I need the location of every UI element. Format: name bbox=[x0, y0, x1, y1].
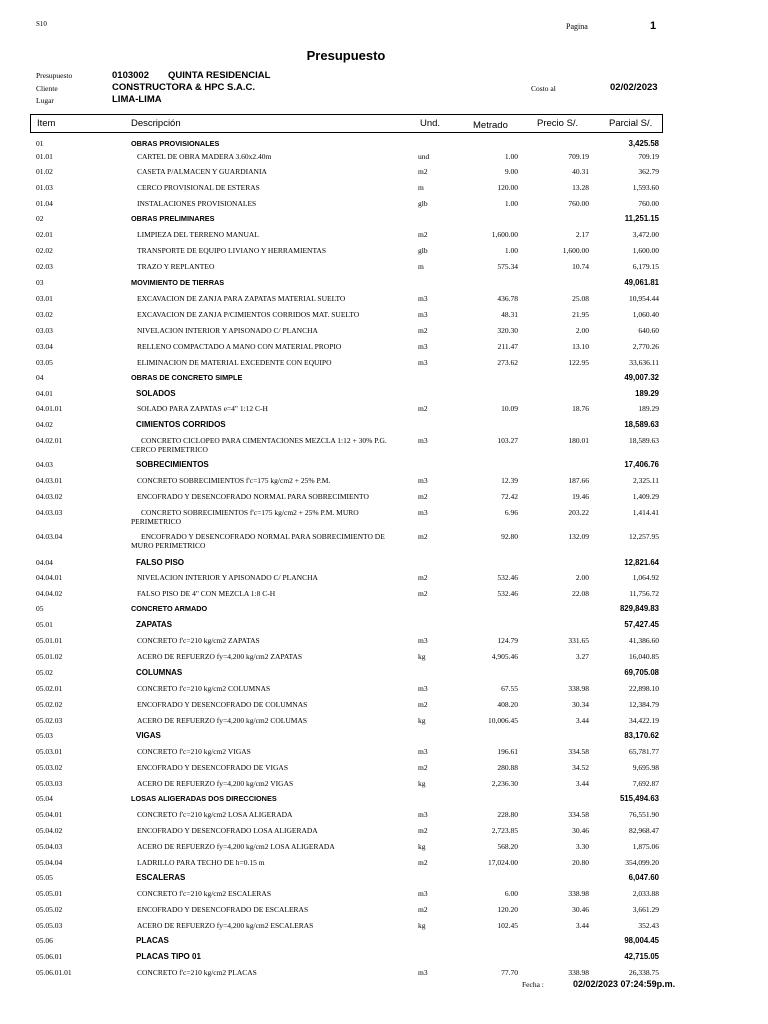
lugar-value: LIMA-LIMA bbox=[112, 94, 162, 105]
report-code: S10 bbox=[36, 20, 47, 28]
item-code: 02.02 bbox=[36, 246, 53, 255]
item-description: COLUMNAS bbox=[136, 668, 183, 677]
item-parcial: 34,422.19 bbox=[629, 716, 659, 725]
item-description: FALSO PISO bbox=[136, 558, 185, 567]
item-precio: 10.74 bbox=[572, 262, 589, 271]
item-parcial: 7,692.87 bbox=[632, 779, 659, 788]
item-metrado: 92.80 bbox=[501, 532, 518, 541]
item-code: 04.03 bbox=[36, 460, 53, 469]
group-total: 83,170.62 bbox=[624, 731, 659, 740]
item-metrado: 6.96 bbox=[504, 508, 518, 517]
item-code: 02.03 bbox=[36, 262, 53, 271]
item-code: 05.05.01 bbox=[36, 889, 63, 898]
item-description: INSTALACIONES PROVISIONALES bbox=[137, 199, 257, 208]
item-code: 05.02.02 bbox=[36, 700, 63, 709]
item-metrado: 102.45 bbox=[497, 921, 518, 930]
item-metrado: 196.61 bbox=[497, 747, 518, 756]
item-description: ENCOFRADO Y DESENCOFRADO DE ESCALERAS bbox=[137, 905, 309, 914]
item-precio: 338.98 bbox=[568, 684, 589, 693]
item-code: 01.04 bbox=[36, 199, 53, 208]
group-total: 18,589.63 bbox=[624, 420, 659, 429]
item-description: CONCRETO SOBRECIMIENTOS f'c=175 kg/cm2 + 25% P.M. MURO PERIMETRICO bbox=[131, 508, 359, 526]
item-code: 05.06 bbox=[36, 936, 53, 945]
item-unit: m3 bbox=[418, 889, 428, 898]
item-metrado: 1.00 bbox=[504, 246, 518, 255]
item-unit: m2 bbox=[418, 492, 428, 501]
item-description: CERCO PROVISIONAL DE ESTERAS bbox=[137, 183, 260, 192]
item-precio: 34.52 bbox=[572, 763, 589, 772]
item-parcial: 640.60 bbox=[638, 326, 659, 335]
item-unit: m3 bbox=[418, 358, 428, 367]
item-code: 01.02 bbox=[36, 167, 53, 176]
item-code: 03 bbox=[36, 278, 44, 287]
item-unit: m bbox=[418, 183, 424, 192]
item-description: ENCOFRADO Y DESENCOFRADO DE COLUMNAS bbox=[137, 700, 308, 709]
item-parcial: 26,338.75 bbox=[629, 968, 659, 977]
item-metrado: 120.00 bbox=[497, 183, 518, 192]
item-parcial: 9,695.98 bbox=[632, 763, 659, 772]
item-code: 04.02 bbox=[36, 420, 53, 429]
item-code: 05.06.01 bbox=[36, 952, 63, 961]
item-unit: m3 bbox=[418, 747, 428, 756]
item-parcial: 65,781.77 bbox=[629, 747, 659, 756]
item-metrado: 9.00 bbox=[504, 167, 518, 176]
item-precio: 3.27 bbox=[575, 652, 589, 661]
item-metrado: 280.88 bbox=[497, 763, 518, 772]
item-precio: 2.00 bbox=[575, 326, 589, 335]
item-code: 05.04.04 bbox=[36, 858, 63, 867]
item-description: ACERO DE REFUERZO fy=4,200 kg/cm2 COLUMAS bbox=[137, 716, 308, 725]
group-total: 42,715.05 bbox=[624, 952, 659, 961]
item-metrado: 77.70 bbox=[501, 968, 518, 977]
item-code: 03.03 bbox=[36, 326, 53, 335]
item-description: PLACAS bbox=[136, 936, 169, 945]
item-unit: m3 bbox=[418, 810, 428, 819]
item-metrado: 228.80 bbox=[497, 810, 518, 819]
item-code: 01.03 bbox=[36, 183, 53, 192]
item-code: 05.03 bbox=[36, 731, 53, 740]
item-precio: 180.01 bbox=[568, 436, 589, 445]
item-description: PLACAS TIPO 01 bbox=[136, 952, 201, 961]
item-description: CONCRETO f'c=210 kg/cm2 VIGAS bbox=[137, 747, 251, 756]
item-description: ACERO DE REFUERZO fy=4,200 kg/cm2 LOSA ALIGERADA bbox=[137, 842, 335, 851]
item-description: CONCRETO f'c=210 kg/cm2 ZAPATAS bbox=[137, 636, 260, 645]
item-code: 05.02 bbox=[36, 668, 53, 677]
item-precio: 30.34 bbox=[572, 700, 589, 709]
item-description: NIVELACION INTERIOR Y APISONADO C/ PLANCHA bbox=[137, 326, 318, 335]
item-description: ENCOFRADO Y DESENCOFRADO NORMAL PARA SOBRECIMIENTO DE MURO PERIMETRICO bbox=[131, 532, 385, 550]
item-description: LIMPIEZA DEL TERRENO MANUAL bbox=[137, 230, 259, 239]
item-code: 04.04.02 bbox=[36, 589, 63, 598]
item-description: ENCOFRADO Y DESENCOFRADO DE VIGAS bbox=[137, 763, 288, 772]
item-precio: 22.08 bbox=[572, 589, 589, 598]
item-code: 01.01 bbox=[36, 152, 53, 161]
item-precio: 3.44 bbox=[575, 779, 589, 788]
col-metrado: Metrado bbox=[473, 120, 508, 131]
costo-value: 02/02/2023 bbox=[610, 82, 658, 93]
group-total: 6,047.60 bbox=[628, 873, 659, 882]
item-unit: m3 bbox=[418, 968, 428, 977]
item-code: 05.04.02 bbox=[36, 826, 63, 835]
item-description: VIGAS bbox=[136, 731, 161, 740]
lugar-label: Lugar bbox=[36, 96, 54, 105]
item-precio: 760.00 bbox=[568, 199, 589, 208]
item-parcial: 189.29 bbox=[638, 404, 659, 413]
item-description: LOSAS ALIGERADAS DOS DIRECCIONES bbox=[131, 794, 277, 803]
item-code: 04.04 bbox=[36, 558, 53, 567]
item-code: 04.01.01 bbox=[36, 404, 63, 413]
item-metrado: 67.55 bbox=[501, 684, 518, 693]
item-metrado: 1.00 bbox=[504, 199, 518, 208]
item-parcial: 1,064.92 bbox=[632, 573, 659, 582]
item-metrado: 124.79 bbox=[497, 636, 518, 645]
item-description: TRANSPORTE DE EQUIPO LIVIANO Y HERRAMIENTAS bbox=[137, 246, 327, 255]
cliente-value: CONSTRUCTORA & HPC S.A.C. bbox=[112, 82, 256, 93]
item-metrado: 408.20 bbox=[497, 700, 518, 709]
item-precio: 122.95 bbox=[568, 358, 589, 367]
group-total: 11,251.15 bbox=[624, 214, 659, 223]
item-metrado: 10.09 bbox=[501, 404, 518, 413]
item-metrado: 1.00 bbox=[504, 152, 518, 161]
item-parcial: 3,661.29 bbox=[632, 905, 659, 914]
page-title: Presupuesto bbox=[306, 48, 386, 63]
item-unit: m3 bbox=[418, 294, 428, 303]
item-code: 04.02.01 bbox=[36, 436, 63, 445]
item-precio: 30.46 bbox=[572, 905, 589, 914]
col-precio: Precio S/. bbox=[537, 118, 579, 129]
item-unit: m3 bbox=[418, 436, 428, 445]
item-precio: 21.95 bbox=[572, 310, 589, 319]
item-code: 05.01 bbox=[36, 620, 53, 629]
item-unit: m3 bbox=[418, 342, 428, 351]
item-parcial: 22,898.10 bbox=[629, 684, 659, 693]
item-parcial: 1,875.06 bbox=[632, 842, 659, 851]
item-description: ACERO DE REFUERZO fy=4,200 kg/cm2 ESCALERAS bbox=[137, 921, 314, 930]
item-description: CONCRETO SOBRECIMIENTOS f'c=175 kg/cm2 + 25% P.M. bbox=[137, 476, 331, 485]
cliente-label: Cliente bbox=[36, 84, 58, 93]
item-precio: 13.28 bbox=[572, 183, 589, 192]
item-metrado: 273.62 bbox=[497, 358, 518, 367]
item-parcial: 3,472.00 bbox=[632, 230, 659, 239]
item-metrado: 72.42 bbox=[501, 492, 518, 501]
item-description: TRAZO Y REPLANTEO bbox=[137, 262, 215, 271]
item-parcial: 2,033.88 bbox=[632, 889, 659, 898]
item-parcial: 760.00 bbox=[638, 199, 659, 208]
item-description: ENCOFRADO Y DESENCOFRADO NORMAL PARA SOBRECIMIENTO bbox=[137, 492, 369, 501]
item-unit: m2 bbox=[418, 858, 428, 867]
item-parcial: 41,386.60 bbox=[629, 636, 659, 645]
group-total: 49,061.81 bbox=[624, 278, 659, 287]
item-precio: 25.08 bbox=[572, 294, 589, 303]
fecha-value: 02/02/2023 07:24:59p.m. bbox=[573, 979, 676, 989]
item-code: 04.01 bbox=[36, 389, 53, 398]
item-code: 04.04.01 bbox=[36, 573, 63, 582]
item-parcial: 16,040.85 bbox=[629, 652, 659, 661]
table-header bbox=[30, 114, 663, 133]
item-unit: m2 bbox=[418, 700, 428, 709]
fecha-label: Fecha : bbox=[522, 980, 544, 989]
item-code: 05.04.01 bbox=[36, 810, 63, 819]
item-precio: 30.46 bbox=[572, 826, 589, 835]
item-precio: 331.65 bbox=[568, 636, 589, 645]
item-description: ACERO DE REFUERZO fy=4,200 kg/cm2 ZAPATAS bbox=[137, 652, 303, 661]
item-unit: kg bbox=[418, 921, 426, 930]
item-unit: kg bbox=[418, 716, 426, 725]
item-description: ZAPATAS bbox=[136, 620, 172, 629]
item-description: CONCRETO f'c=210 kg/cm2 LOSA ALIGERADA bbox=[137, 810, 293, 819]
item-parcial: 362.79 bbox=[638, 167, 659, 176]
item-unit: m2 bbox=[418, 905, 428, 914]
item-unit: kg bbox=[418, 652, 426, 661]
item-description: CONCRETO f'c=210 kg/cm2 COLUMNAS bbox=[137, 684, 271, 693]
item-unit: kg bbox=[418, 779, 426, 788]
item-description: ENCOFRADO Y DESENCOFRADO LOSA ALIGERADA bbox=[137, 826, 318, 835]
group-total: 69,705.08 bbox=[624, 668, 659, 677]
item-unit: glb bbox=[418, 246, 428, 255]
item-unit: m3 bbox=[418, 508, 428, 517]
item-precio: 18.76 bbox=[572, 404, 589, 413]
item-description: RELLENO COMPACTADO A MANO CON MATERIAL PROPIO bbox=[137, 342, 342, 351]
item-code: 04 bbox=[36, 373, 44, 382]
item-parcial: 1,600.00 bbox=[632, 246, 659, 255]
item-parcial: 1,060.40 bbox=[632, 310, 659, 319]
item-metrado: 211.47 bbox=[497, 342, 518, 351]
item-description: CASETA P/ALMACEN Y GUARDIANIA bbox=[137, 167, 267, 176]
group-total: 829,849.83 bbox=[619, 604, 659, 613]
item-description: MOVIMIENTO DE TIERRAS bbox=[131, 278, 225, 287]
item-description: OBRAS DE CONCRETO SIMPLE bbox=[131, 373, 243, 382]
item-code: 05.04 bbox=[36, 794, 53, 803]
item-description: EXCAVACION DE ZANJA PARA ZAPATAS MATERIAL SUELTO bbox=[137, 294, 346, 303]
item-unit: und bbox=[418, 152, 430, 161]
item-parcial: 352.43 bbox=[638, 921, 659, 930]
item-unit: m3 bbox=[418, 636, 428, 645]
item-code: 05.05.03 bbox=[36, 921, 63, 930]
item-metrado: 4,905.46 bbox=[491, 652, 518, 661]
item-unit: m3 bbox=[418, 310, 428, 319]
item-unit: m2 bbox=[418, 167, 428, 176]
item-description: OBRAS PROVISIONALES bbox=[131, 139, 220, 148]
item-code: 05.01.01 bbox=[36, 636, 63, 645]
item-unit: m2 bbox=[418, 589, 428, 598]
item-metrado: 436.78 bbox=[497, 294, 518, 303]
item-code: 03.05 bbox=[36, 358, 53, 367]
item-unit: m2 bbox=[418, 404, 428, 413]
item-precio: 334.58 bbox=[568, 810, 589, 819]
item-description: LADRILLO PARA TECHO DE h=0.15 m bbox=[137, 858, 265, 867]
costo-label: Costo al bbox=[531, 84, 556, 93]
item-parcial: 354,099.20 bbox=[625, 858, 659, 867]
item-parcial: 2,325.11 bbox=[633, 476, 659, 485]
group-total: 189.29 bbox=[635, 389, 659, 398]
item-code: 04.03.01 bbox=[36, 476, 63, 485]
item-precio: 132.09 bbox=[568, 532, 589, 541]
col-und: Und. bbox=[420, 118, 441, 129]
item-code: 05.04.03 bbox=[36, 842, 63, 851]
item-code: 04.03.04 bbox=[36, 532, 63, 541]
item-precio: 2.00 bbox=[575, 573, 589, 582]
group-total: 57,427.45 bbox=[624, 620, 659, 629]
item-metrado: 532.46 bbox=[497, 589, 518, 598]
item-parcial: 10,954.44 bbox=[629, 294, 659, 303]
item-metrado: 48.31 bbox=[501, 310, 518, 319]
item-unit: m3 bbox=[418, 476, 428, 485]
group-total: 17,406.76 bbox=[624, 460, 659, 469]
item-parcial: 11,756.72 bbox=[629, 589, 659, 598]
col-parcial: Parcial S/. bbox=[609, 118, 653, 129]
item-code: 03.04 bbox=[36, 342, 53, 351]
item-unit: m2 bbox=[418, 326, 428, 335]
item-precio: 203.22 bbox=[568, 508, 589, 517]
item-code: 05.02.03 bbox=[36, 716, 63, 725]
item-unit: m3 bbox=[418, 684, 428, 693]
item-metrado: 575.34 bbox=[497, 262, 518, 271]
item-description: ELIMINACION DE MATERIAL EXCEDENTE CON EQUIPO bbox=[137, 358, 332, 367]
item-description: CARTEL DE OBRA MADERA 3.60x2.40m bbox=[137, 152, 272, 161]
item-description: CONCRETO ARMADO bbox=[131, 604, 208, 613]
item-parcial: 709.19 bbox=[638, 152, 659, 161]
item-precio: 3.44 bbox=[575, 716, 589, 725]
item-description: ESCALERAS bbox=[136, 873, 186, 882]
item-metrado: 10,006.45 bbox=[488, 716, 518, 725]
item-precio: 20.80 bbox=[572, 858, 589, 867]
item-metrado: 120.20 bbox=[497, 905, 518, 914]
item-precio: 187.66 bbox=[568, 476, 589, 485]
item-parcial: 12,257.95 bbox=[629, 532, 659, 541]
item-metrado: 6.00 bbox=[504, 889, 518, 898]
item-parcial: 1,409.29 bbox=[632, 492, 659, 501]
group-total: 12,821.64 bbox=[624, 558, 659, 567]
item-code: 05.03.01 bbox=[36, 747, 63, 756]
item-parcial: 18,589.63 bbox=[629, 436, 659, 445]
item-precio: 334.58 bbox=[568, 747, 589, 756]
item-metrado: 532.46 bbox=[497, 573, 518, 582]
item-parcial: 82,968.47 bbox=[629, 826, 659, 835]
item-description: SOLADOS bbox=[136, 389, 176, 398]
item-code: 01 bbox=[36, 139, 44, 148]
item-metrado: 2,236.30 bbox=[491, 779, 518, 788]
item-description: SOLADO PARA ZAPATAS e=4" 1:12 C-H bbox=[137, 404, 268, 413]
item-metrado: 320.30 bbox=[497, 326, 518, 335]
item-code: 05.05.02 bbox=[36, 905, 63, 914]
item-unit: m2 bbox=[418, 826, 428, 835]
col-item: Item bbox=[37, 118, 56, 129]
group-total: 3,425.58 bbox=[628, 139, 659, 148]
item-parcial: 33,636.11 bbox=[629, 358, 659, 367]
item-code: 03.01 bbox=[36, 294, 53, 303]
page-number: 1 bbox=[650, 20, 657, 32]
page-label: Pagina bbox=[566, 22, 588, 31]
item-metrado: 17,024.00 bbox=[488, 858, 518, 867]
item-metrado: 2,723.85 bbox=[491, 826, 518, 835]
item-precio: 709.19 bbox=[568, 152, 589, 161]
col-descripcion: Descripción bbox=[131, 118, 181, 129]
item-parcial: 1,414.41 bbox=[632, 508, 659, 517]
item-unit: kg bbox=[418, 842, 426, 851]
item-description: ACERO DE REFUERZO fy=4,200 kg/cm2 VIGAS bbox=[137, 779, 294, 788]
item-code: 02.01 bbox=[36, 230, 53, 239]
item-parcial: 76,551.90 bbox=[629, 810, 659, 819]
item-precio: 13.10 bbox=[572, 342, 589, 351]
item-precio: 3.30 bbox=[575, 842, 589, 851]
item-precio: 19.46 bbox=[572, 492, 589, 501]
item-parcial: 2,770.26 bbox=[632, 342, 659, 351]
item-unit: m2 bbox=[418, 532, 428, 541]
item-precio: 3.44 bbox=[575, 921, 589, 930]
item-unit: m2 bbox=[418, 763, 428, 772]
item-unit: m2 bbox=[418, 230, 428, 239]
item-description: OBRAS PRELIMINARES bbox=[131, 214, 215, 223]
item-metrado: 12.39 bbox=[501, 476, 518, 485]
item-parcial: 6,179.15 bbox=[632, 262, 659, 271]
item-code: 04.03.02 bbox=[36, 492, 63, 501]
item-description: CONCRETO f'c=210 kg/cm2 ESCALERAS bbox=[137, 889, 271, 898]
group-total: 515,494.63 bbox=[619, 794, 659, 803]
item-code: 05.03.03 bbox=[36, 779, 63, 788]
item-description: FALSO PISO DE 4" CON MEZCLA 1:8 C-H bbox=[137, 589, 276, 598]
item-precio: 338.98 bbox=[568, 968, 589, 977]
item-description: CIMIENTOS CORRIDOS bbox=[136, 420, 226, 429]
item-code: 04.03.03 bbox=[36, 508, 63, 517]
item-unit: glb bbox=[418, 199, 428, 208]
item-parcial: 1,593.60 bbox=[632, 183, 659, 192]
item-description: CONCRETO f'c=210 kg/cm2 PLACAS bbox=[137, 968, 257, 977]
group-total: 49,007.32 bbox=[624, 373, 659, 382]
presupuesto-label: Presupuesto bbox=[36, 71, 73, 80]
item-code: 02 bbox=[36, 214, 44, 223]
item-unit: m bbox=[418, 262, 424, 271]
item-code: 05.02.01 bbox=[36, 684, 63, 693]
presupuesto-name: QUINTA RESIDENCIAL bbox=[168, 70, 271, 81]
item-description: EXCAVACION DE ZANJA P/CIMIENTOS CORRIDOS MAT. SUELTO bbox=[137, 310, 360, 319]
item-description: SOBRECIMIENTOS bbox=[136, 460, 209, 469]
item-precio: 338.98 bbox=[568, 889, 589, 898]
item-code: 03.02 bbox=[36, 310, 53, 319]
item-metrado: 103.27 bbox=[497, 436, 518, 445]
item-precio: 40.31 bbox=[572, 167, 589, 176]
item-description: NIVELACION INTERIOR Y APISONADO C/ PLANCHA bbox=[137, 573, 318, 582]
item-precio: 1,600.00 bbox=[562, 246, 589, 255]
item-precio: 2.17 bbox=[575, 230, 589, 239]
presupuesto-code: 0103002 bbox=[112, 70, 149, 81]
item-unit: m2 bbox=[418, 573, 428, 582]
group-total: 98,004.45 bbox=[624, 936, 659, 945]
item-metrado: 568.20 bbox=[497, 842, 518, 851]
item-code: 05.01.02 bbox=[36, 652, 63, 661]
item-code: 05.06.01.01 bbox=[36, 968, 72, 977]
item-code: 05 bbox=[36, 604, 44, 613]
item-parcial: 12,384.79 bbox=[629, 700, 659, 709]
item-code: 05.03.02 bbox=[36, 763, 63, 772]
item-metrado: 1,600.00 bbox=[491, 230, 518, 239]
item-description: CONCRETO CICLOPEO PARA CIMENTACIONES MEZCLA 1:12 + 30% P.G. CERCO PERIMETRICO bbox=[131, 436, 387, 454]
item-code: 05.05 bbox=[36, 873, 53, 882]
